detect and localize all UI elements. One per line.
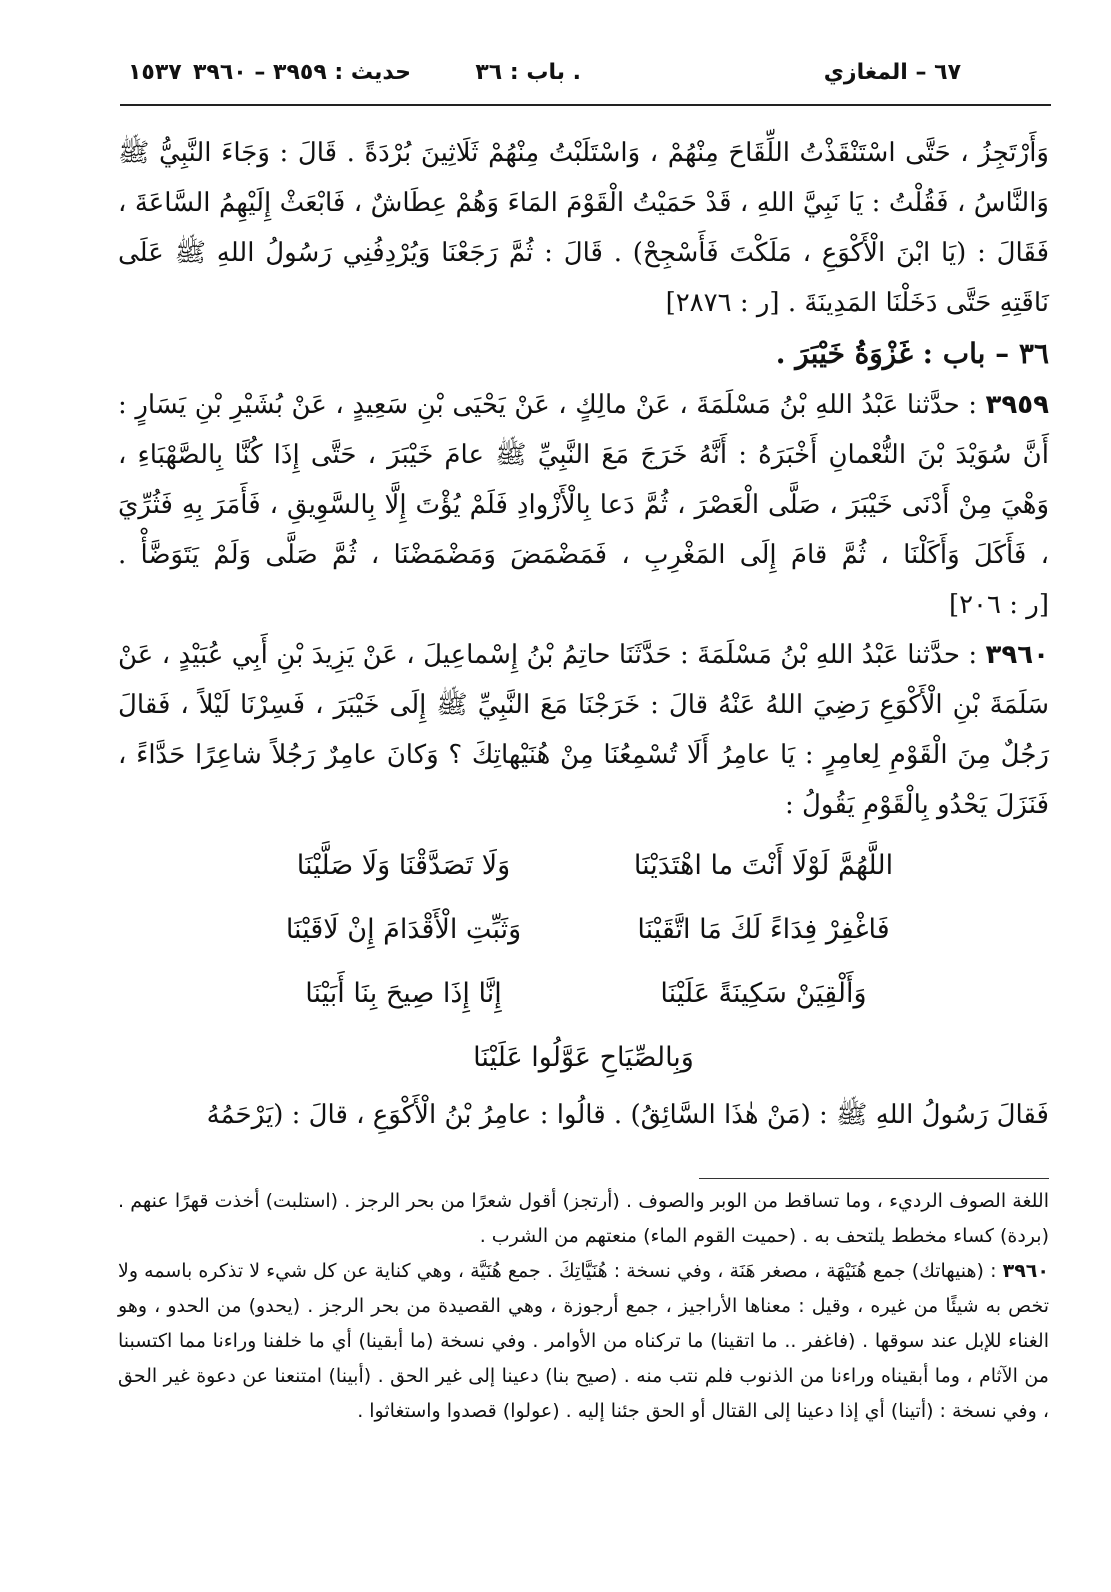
poem bbox=[118, 834, 1049, 1090]
verse-second-half: إِنَّا إِذَا صِيحَ بِنَا أَبَيْنَا bbox=[305, 978, 502, 1009]
verse-second-half: وَثَبِّتِ الْأَقْدَامَ إِنْ لَاقَيْنَا bbox=[285, 914, 522, 945]
verse-first-half: وَأَلْقِيَنْ سَكِينَةً عَلَيْنَا bbox=[660, 978, 867, 1009]
hadith-number: ٣٩٥٩ bbox=[985, 390, 1050, 420]
closing-line: فَقالَ رَسُولُ اللهِ ﷺ : (مَنْ هٰذَا السَّائِقُ) . قالُوا : عامِرُ بْنُ الْأَكْوَعِ ، قالَ : (يَرْحَمُهُ bbox=[206, 1100, 1049, 1130]
verse-second-half: وَلَا تَصَدَّقْنَا وَلَا صَلَّيْنَا bbox=[296, 850, 511, 881]
hadith-text: : حدَّثنا عَبْدُ اللهِ بْنُ مَسْلَمَةَ ، عَنْ مالِكٍ ، عَنْ يَحْيَى بْنِ سَعِيدٍ ، عَنْ بُشَيْرِ بْنِ يَسَارٍ : أَنَّ سُوَيْدَ بْنَ النُّعْمانِ أَخْبَرَهُ : أَنَّهُ خَرَجَ مَعَ النَّبِيِّ ﷺ عامَ خَيْبَرَ ، حَتَّى إِذَا كُنَّا بِالصَّهْبَاءِ ، وَهْيَ مِنْ أَدْنَى خَيْبَرَ ، صَلَّى الْعَصْرَ ، ثُمَّ دَعا بِالْأَزْوادِ فَلَمْ يُؤْتَ إِلَّا بِالسَّوِيقِ ، فَأَمَرَ بِهِ فَثُرِّيَ ، فَأَكَلَ وَأَكَلْنَا ، ثُمَّ قامَ إِلَى المَغْرِبِ ، فَمَضْمَضَ وَمَضْمَضْنَا ، ثُمَّ صَلَّى وَلَمْ يَتَوَضَّأْ . bbox=[118, 390, 1049, 570]
hadith-range: حديث : ٣٩٥٩ – ٣٩٦٠ bbox=[193, 60, 411, 85]
footnote bbox=[118, 1254, 1049, 1429]
header-rule bbox=[120, 104, 1051, 106]
page-header bbox=[120, 50, 1051, 106]
paragraph-text: وَأَرْتَجِزُ ، حَتَّى اسْتَنْقَذْتُ اللِّقَاحَ مِنْهُمْ ، وَاسْتَلَبْتُ مِنْهُمْ ثَلَاثِينَ بُرْدَةً . قَالَ : وَجَاءَ النَّبِيُّ ﷺ وَالنَّاسُ ، فَقُلْتُ : يَا نَبِيَّ اللهِ ، قَدْ حَمَيْتُ الْقَوْمَ المَاءَ وَهُمْ عِطَاشٌ ، فَابْعَثْ إِلَيْهِمُ السَّاعَةَ ، فَقَالَ : (يَا ابْنَ الْأَكْوَعِ ، مَلَكْتَ فَأَسْجِحْ) . قَالَ : ثُمَّ رَجَعْنَا وَيُرْدِفُنِي رَسُولُ اللهِ ﷺ عَلَى نَاقَتِهِ حَتَّى دَخَلْنَا المَدِينَةَ . bbox=[118, 138, 1049, 318]
hadith-text: : حدَّثنا عَبْدُ اللهِ بْنُ مَسْلَمَةَ : حَدَّثَنَا حاتِمُ بْنُ إِسْماعِيلَ ، عَنْ يَزِيدَ بْنِ أَبِي عُبَيْدٍ ، عَنْ سَلَمَةَ بْنِ الْأَكْوَعِ رَضِيَ اللهُ عَنْهُ قالَ : خَرَجْنَا مَعَ النَّبِيِّ ﷺ إِلَى خَيْبَرَ ، فَسِرْنَا لَيْلاً ، فَقالَ رَجُلٌ مِنَ الْقَوْمِ لِعامِرٍ : يَا عامِرُ أَلَا تُسْمِعُنَا مِنْ هُنَيْهاتِكَ ؟ وَكانَ عامِرٌ رَجُلاً شاعِرًا حَدَّاءً ، فَنَزَلَ يَحْدُو بِالْقَوْمِ يَقُولُ : bbox=[118, 640, 1049, 820]
poem-verse bbox=[118, 962, 1049, 1026]
paragraph-continuation bbox=[118, 128, 1049, 328]
main-text bbox=[118, 128, 1049, 1140]
verse-first-half: اللَّهُمَّ لَوْلَا أَنْتَ ما اهْتَدَيْنَا bbox=[633, 850, 894, 881]
section-title: ٣٦ – باب : غَزْوَةُ خَيْبَرَ . bbox=[775, 337, 1049, 370]
hadith-3959 bbox=[118, 380, 1049, 630]
poem-verse bbox=[118, 898, 1049, 962]
footnotes bbox=[118, 1184, 1049, 1429]
poem-verse bbox=[118, 834, 1049, 898]
poem-verse bbox=[118, 1026, 1049, 1090]
cross-reference: [ر : ٢٨٧٦] bbox=[665, 288, 780, 318]
footnote-text: : (هنيهاتك) جمع هُنَيْهَة ، مصغر هَنَة ، وفي نسخة : هُنَيَّاتِكَ . جمع هُنَيَّة ، وهي كناية عن كل شيء لا تذكره باسمه ولا تخص به شيئًا من غيره ، وقيل : معناها الأراجيز ، جمع أرجوزة ، وهي القصيدة من بحر الرجز . (يحدو) من الحدو ، وهو الغناء للإبل عند سوقها . (فاغفر .. ما اتقينا) ما تركناه من الأوامر . وفي نسخة (ما أبقينا) أي ما خلفنا وراءنا مما اكتسبنا من الآثام ، وما أبقيناه وراءنا من الذنوب فلم نتب منه . (صيح بنا) دعينا إلى غير الحق . (أبينا) امتنعنا عن دعوة غير الحق ، وفي نسخة : (أتينا) أي إذا دعينا إلى القتال أو الحق جئنا إليه . (عولوا) قصدوا واستغاثوا . bbox=[118, 1260, 1049, 1422]
hadith-3960 bbox=[118, 630, 1049, 830]
verse-first-half: فَاغْفِرْ فِدَاءً لَكَ مَا اتَّقَيْنَا bbox=[637, 914, 890, 945]
cross-reference: [ر : ٢٠٦] bbox=[948, 590, 1049, 620]
bab-label: . باب : ٣٦ bbox=[475, 60, 581, 85]
footnote-rule bbox=[699, 1178, 1049, 1179]
footnote-number: ٣٩٦٠ bbox=[1002, 1260, 1049, 1282]
verse-single: وَبِالصِّيَاحِ عَوَّلُوا عَلَيْنَا bbox=[473, 1042, 694, 1073]
footnote: اللغة الصوف الرديء ، وما تساقط من الوبر والصوف . (أرتجز) أقول شعرًا من بحر الرجز . (استلبت) أخذت قهرًا عنهم . (بردة) كساء مخطط يلتحف به . (حميت القوم الماء) منعتهم من الشرب . bbox=[118, 1190, 1049, 1247]
chapter-title: ٦٧ – المغازي bbox=[823, 60, 961, 85]
hadith-number: ٣٩٦٠ bbox=[985, 640, 1049, 670]
page-number: ١٥٣٧ bbox=[128, 60, 182, 85]
